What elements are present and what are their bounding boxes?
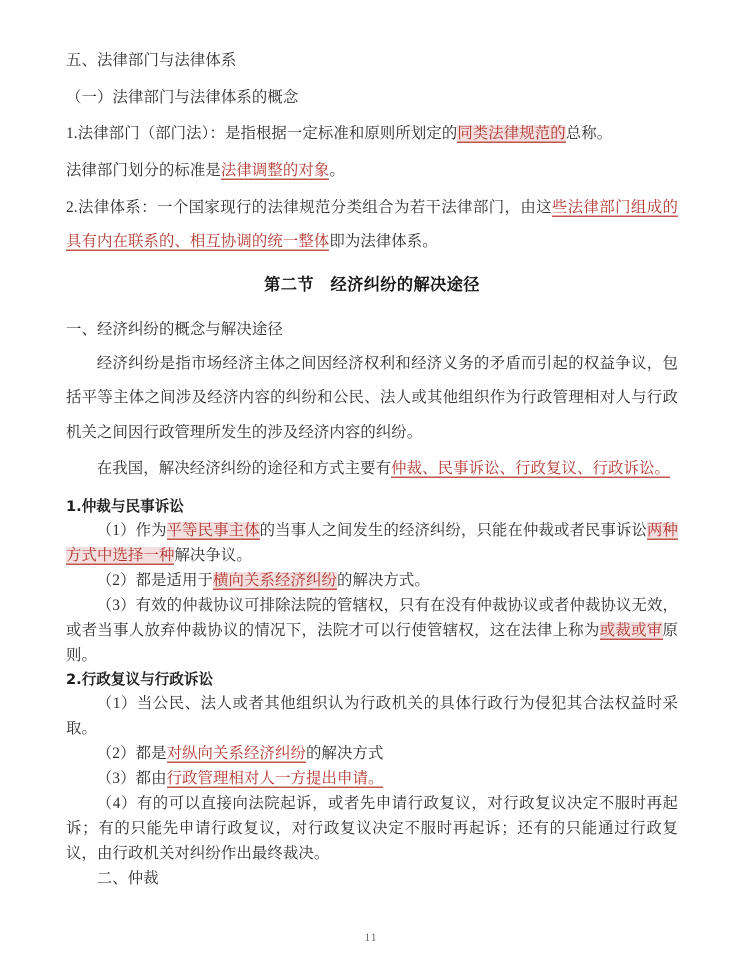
paragraph-resolution-methods <box>66 452 678 487</box>
run-text: 的当事人之间发生的经济纠纷，只能在仲裁或者民事诉讼 <box>259 521 647 539</box>
annotation-highlight: 同类法律规范的 <box>457 125 566 143</box>
page-number: 11 <box>364 932 378 944</box>
annotation-underline: 行政管理相对人一方提出申请。 <box>166 769 384 787</box>
run-text: （2）都是 <box>96 745 167 763</box>
item-arbitration-3 <box>66 594 678 669</box>
annotation-highlight: 横向关系经济纠纷 <box>213 571 337 589</box>
run-text: 总称。 <box>565 125 613 143</box>
section-title-two: 第二节 经济纠纷的解决途径 <box>264 274 480 294</box>
run-text: （3）都由 <box>96 769 167 787</box>
annotation-underline: 仲裁、民事诉讼、行政复议、行政诉讼。 <box>391 460 670 478</box>
annotation-underline: 法律调整的对象 <box>220 161 330 179</box>
run-text: （2）都是适用于 <box>96 571 214 589</box>
annotation-underline: 对纵向关系经济纠纷 <box>166 745 306 763</box>
heading-two-arbitration: 二、仲裁 <box>96 869 159 887</box>
run-text: （3）有效的仲裁协议可排除法院的管辖权，只有在没有仲裁协议或者仲裁协议无效，或者当事人放弃仲裁协议的情况下，法院才可以行使管辖权，这在法律上称为 <box>66 596 678 639</box>
heading-five-one: （一）法律部门与法律体系的概念 <box>66 88 299 106</box>
paragraph-econ-dispute-definition: 经济纠纷是指市场经济主体之间因经济权利和经济义务的矛盾而引起的权益争议，包括平等主体之间涉及经济内容的纠纷和公民、法人或其他组织作为行政管理相对人与行政机关之间因行政管理所发生的涉及经济内容的纠纷。 <box>66 354 678 441</box>
annotation-highlight: 或裁或审 <box>599 621 663 639</box>
run-text: 原则。 <box>66 621 678 664</box>
run-text: 在我国，解决经济纠纷的途径和方式主要有 <box>96 460 392 478</box>
paragraph-division-standard <box>66 154 678 189</box>
run-text: （1）作为 <box>96 521 167 539</box>
item-admin-3 <box>66 767 678 792</box>
paragraph-legal-department <box>66 117 678 152</box>
run-text: 的解决方式 <box>305 745 384 763</box>
heading-five: 五、法律部门与法律体系 <box>66 52 237 69</box>
run-text: 。 <box>329 161 345 179</box>
run-text: 1.法律部门（部门法）：是指根据一定标准和原则所划定的 <box>66 125 458 143</box>
page-content <box>66 44 678 892</box>
annotation-underline: 些法律部门组成的具有内在联系的、相互协调的统一整体 <box>66 198 678 251</box>
subheading-admin-review-litigation: 2.行政复议与行政诉讼 <box>66 671 214 689</box>
run-text: 法律部门划分的标准是 <box>66 161 221 179</box>
run-text: 2.法律体系：一个国家现行的法律规范分类组合为若干法律部门，由这 <box>66 198 552 216</box>
item-arbitration-2 <box>66 569 678 594</box>
paragraph-legal-system <box>66 191 678 260</box>
run-text: 的解决方式。 <box>336 571 430 589</box>
run-text: 即为法律体系。 <box>329 233 438 251</box>
run-text: 解决争议。 <box>174 546 252 564</box>
subheading-arbitration-civil: 1.仲裁与民事诉讼 <box>66 498 184 516</box>
annotation-highlight: 平等民事主体 <box>166 521 260 539</box>
item-admin-2 <box>66 742 678 767</box>
item-admin-4: （4）有的可以直接向法院起诉，或者先申请行政复议，对行政复议决定不服时再起诉；有的只能先申请行政复议，对行政复议决定不服时再起诉；还有的只能通过行政复议，由行政机关对纠纷作出最终裁决。 <box>66 794 678 862</box>
heading-one-econ-dispute: 一、经济纠纷的概念与解决途径 <box>66 320 283 338</box>
item-admin-1: （1）当公民、法人或者其他组织认为行政机关的具体行政行为侵犯其合法权益时采取。 <box>66 695 678 738</box>
annotation-highlight: 两种方式中选择一种 <box>66 521 678 564</box>
item-arbitration-1 <box>66 519 678 569</box>
